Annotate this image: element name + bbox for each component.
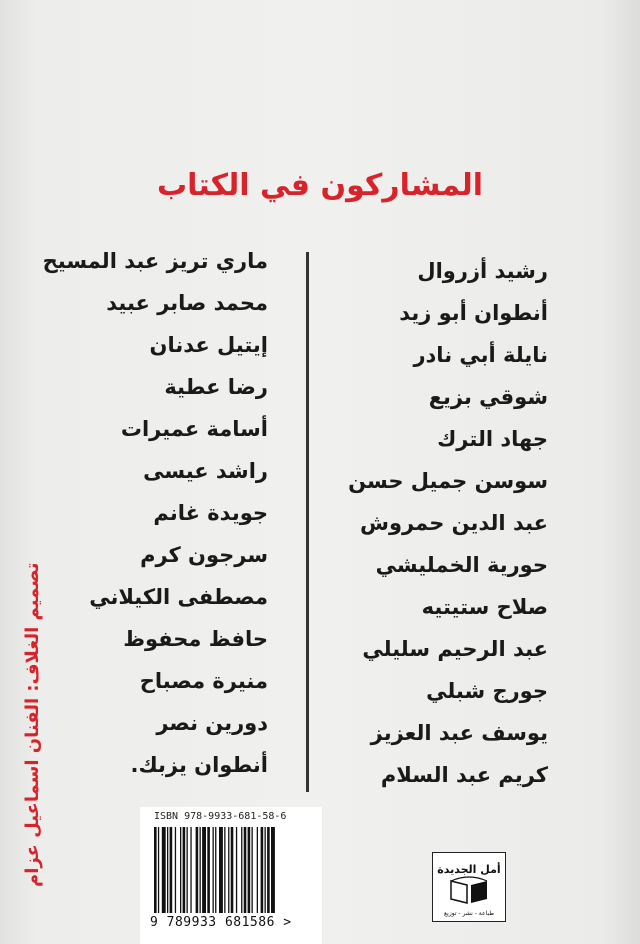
list-item: مصطفى الكيلاني	[89, 585, 268, 609]
list-item: راشد عيسى	[143, 459, 268, 483]
list-item: أنطوان أبو زيد	[399, 301, 548, 325]
list-item: سوسن جميل حسن	[348, 469, 548, 493]
barcode-digits: 9 789933 681586 >	[150, 915, 292, 930]
isbn-label: ISBN 978-9933-681-58-6	[154, 811, 287, 822]
contributors-list-left	[42, 240, 268, 786]
open-book-icon	[449, 875, 489, 905]
list-item: إيتيل عدنان	[149, 333, 268, 357]
publisher-name: أمل الجديدة	[437, 863, 501, 876]
list-item: حورية الخمليشي	[375, 553, 548, 577]
column-divider	[306, 252, 309, 792]
list-item: ماري تريز عبد المسيح	[42, 249, 268, 273]
contributors-list-right	[348, 250, 548, 796]
list-item: دورين نصر	[156, 711, 268, 735]
publisher-logo	[432, 852, 506, 922]
list-item: جويدة غانم	[153, 501, 268, 525]
list-item: جهاد الترك	[437, 427, 548, 451]
page-title: المشاركون في الكتاب	[156, 168, 484, 203]
list-item: محمد صابر عبيد	[106, 291, 268, 315]
list-item: حافظ محفوظ	[123, 627, 268, 651]
barcode-icon	[154, 827, 308, 913]
list-item: شوقي بزيع	[428, 385, 548, 409]
list-item: أسامة عميرات	[120, 417, 268, 441]
list-item: نايلة أبي نادر	[413, 343, 548, 367]
list-item: رشيد أزروال	[417, 259, 548, 283]
list-item: عبد الرحيم سليلي	[362, 637, 548, 661]
barcode-block	[140, 807, 322, 944]
list-item: سرجون كرم	[140, 543, 268, 567]
list-item: كريم عبد السلام	[380, 763, 548, 787]
list-item: جورج شبلي	[426, 679, 548, 703]
list-item: عبد الدين حمروش	[360, 511, 548, 535]
list-item: أنطوان يزبك.	[130, 753, 268, 777]
cover-design-credit: تصميم الغلاف: الفنان اسماعيل عزام	[22, 562, 43, 888]
list-item: صلاح ستيتيه	[421, 595, 548, 619]
publisher-tagline: طباعة - نشر - توزيع	[443, 910, 495, 917]
list-item: منيرة مصباح	[139, 669, 268, 693]
list-item: يوسف عبد العزيز	[370, 721, 548, 745]
list-item: رضا عطية	[164, 375, 268, 399]
